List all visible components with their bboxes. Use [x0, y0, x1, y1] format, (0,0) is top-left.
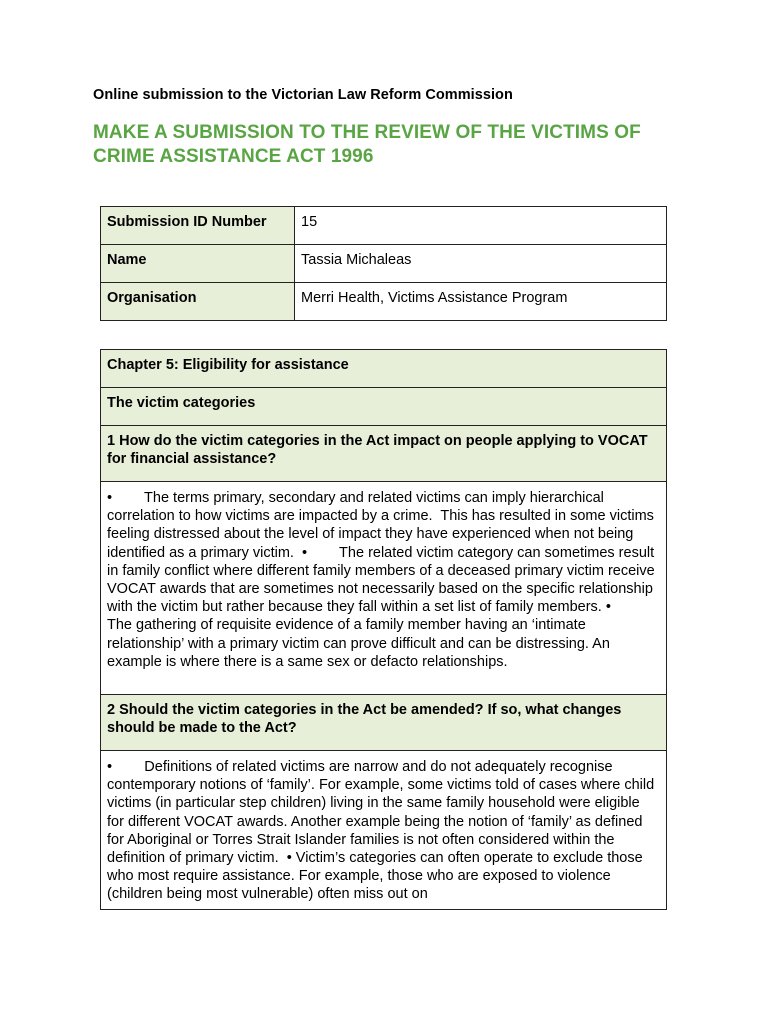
name-label: Name: [101, 245, 295, 283]
table-row: [101, 751, 667, 910]
name-value: Tassia Michaleas: [295, 245, 667, 283]
answer-2: • Definitions of related victims are narrow and do not adequately recognise contemporary notions of ‘family’. For example, some victims told of cases where child victims (in particular step children) living in the same family household were eligible for different VOCAT awards. Another example being the notion of ‘family’ as defined for Aboriginal or Torres Strait Islander families is not often considered within the definition of primary victim. • Victim’s categories can often operate to exclude those who most require assistance. For example, those who are exposed to violence (children being most vulnerable) often miss out on: [101, 751, 667, 910]
organisation-value: Merri Health, Victims Assistance Program: [295, 283, 667, 321]
document-title: MAKE A SUBMISSION TO THE REVIEW OF THE VICTIMS OF CRIME ASSISTANCE ACT 1996: [93, 122, 641, 167]
table-row: [101, 388, 667, 426]
submission-id-label: Submission ID Number: [101, 207, 295, 245]
chapter-table: [100, 349, 667, 910]
document-subtitle: Online submission to the Victorian Law Reform Commission: [93, 87, 513, 103]
table-row: [101, 482, 667, 695]
submission-details-table: [100, 206, 667, 321]
chapter-heading: Chapter 5: Eligibility for assistance: [101, 350, 667, 388]
section-heading: The victim categories: [101, 388, 667, 426]
answer-1: • The terms primary, secondary and related victims can imply hierarchical correlation to how victims are impacted by a crime. This has resulted in some victims feeling distressed about the level of impact they have experienced when not being identified as a primary victim. • The related victim category can sometimes result in family conflict where different family members of a deceased primary victim receive VOCAT awards that are sometimes not necessarily based on the specific relationship with the victim but rather because they fall within a set list of family members. • The gathering of requisite evidence of a family member having an ‘intimate relationship’ with a primary victim can prove difficult and can be distressing. An example is where there is a same sex or defacto relationships.: [101, 482, 667, 695]
submission-id-value: 15: [295, 207, 667, 245]
table-row: [101, 350, 667, 388]
table-row: [101, 207, 667, 245]
question-2: 2 Should the victim categories in the Act be amended? If so, what changes should be made to the Act?: [101, 695, 667, 751]
organisation-label: Organisation: [101, 283, 295, 321]
table-row: [101, 426, 667, 482]
question-1: 1 How do the victim categories in the Act impact on people applying to VOCAT for financial assistance?: [101, 426, 667, 482]
table-row: [101, 283, 667, 321]
table-row: [101, 245, 667, 283]
table-row: [101, 695, 667, 751]
